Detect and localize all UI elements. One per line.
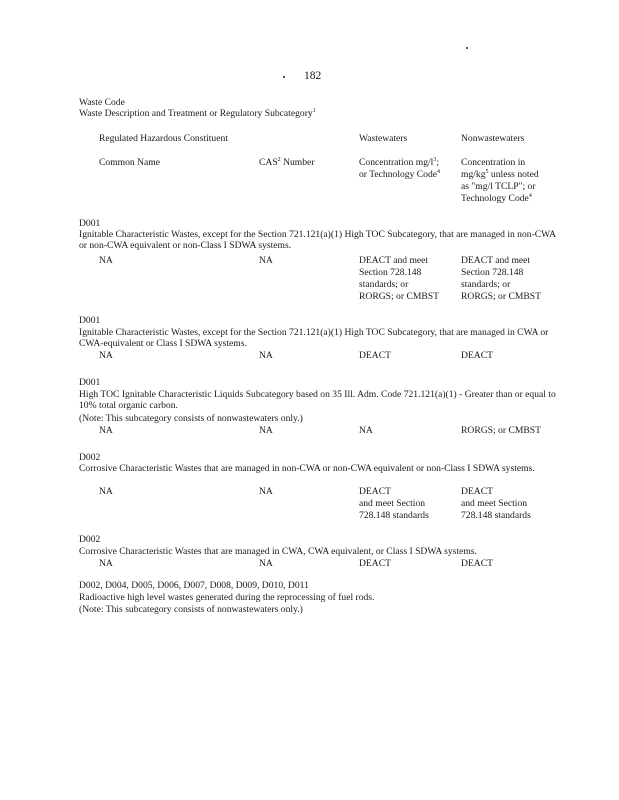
scan-speck xyxy=(283,76,285,78)
section-description: Corrosive Characteristic Wastes that are managed in CWA, CWA equivalent, or Class I SDWA systems. xyxy=(79,546,477,557)
header-regulated-constituent: Regulated Hazardous Constituent xyxy=(99,133,228,144)
legend-waste-code: Waste Code xyxy=(79,97,125,108)
row-nonwastewater-standard: RORGS; or CMBST xyxy=(461,425,541,436)
ww-header-line xyxy=(359,169,440,181)
section-waste-code: D002, D004, D005, D006, D007, D008, D009, D010, D011 xyxy=(79,580,309,591)
nww-line: 728.148 standards xyxy=(461,510,531,521)
row-wastewater-standard xyxy=(359,255,439,303)
page-number: 182 xyxy=(304,70,322,82)
row-nonwastewater-standard: DEACT xyxy=(461,350,493,361)
nww-line: and meet Section xyxy=(461,498,528,509)
nww-header-line: Concentration in xyxy=(461,157,526,168)
section-description: Ignitable Characteristic Wastes, except for the Section 721.121(a)(1) High TOC Subcategory, that are managed in non-CWA or non-CWA equivalent or non-Class I SDWA systems. xyxy=(79,229,556,252)
ww-concentration-label: Concentration mg/l xyxy=(359,157,434,168)
legend-waste-description xyxy=(79,108,316,119)
ww-line: DEACT and meet xyxy=(359,255,429,266)
row-wastewater-standard xyxy=(359,486,429,522)
header-wastewaters: Wastewaters xyxy=(359,133,408,144)
row-common-name: NA xyxy=(99,558,113,569)
section-description: Corrosive Characteristic Wastes that are managed in non-CWA or non-CWA equivalent or non-Class I SDWA systems. xyxy=(79,463,535,474)
section-waste-code: D001 xyxy=(79,218,101,229)
ww-line: standards; or xyxy=(359,279,409,290)
nww-header-line xyxy=(461,193,539,205)
ww-line: and meet Section xyxy=(359,498,426,509)
footnote-ref: 1 xyxy=(312,107,316,114)
footnote-ref: 2 xyxy=(277,156,281,163)
section-waste-code: D002 xyxy=(79,452,101,463)
row-common-name: NA xyxy=(99,486,113,497)
cas-label: CAS xyxy=(259,157,278,168)
section-description: High TOC Ignitable Characteristic Liquids Subcategory based on 35 Ill. Adm. Code 721.121(a)(1) - Greater than or equal to 10% total organic carbon. xyxy=(79,389,556,412)
header-ww-concentration xyxy=(359,157,440,181)
nww-line: DEACT and meet xyxy=(461,255,531,266)
nww-line: Section 728.148 xyxy=(461,267,524,278)
nww-line: standards; or xyxy=(461,279,511,290)
header-nww-concentration xyxy=(461,157,539,205)
ww-line: 728.148 standards xyxy=(359,510,429,521)
ww-line: DEACT xyxy=(359,486,391,497)
section-description: Radioactive high level wastes generated during the reprocessing of fuel rods. xyxy=(79,592,375,603)
row-nonwastewater-standard xyxy=(461,486,531,522)
section-note: (Note: This subcategory consists of nonwastewaters only.) xyxy=(79,604,303,615)
footnote-ref: 4 xyxy=(528,192,532,199)
header-nonwastewaters: Nonwastewaters xyxy=(461,133,525,144)
nww-units-label: mg/kg xyxy=(461,169,486,180)
row-nonwastewater-standard: DEACT xyxy=(461,558,493,569)
row-cas-number: NA xyxy=(259,486,273,497)
row-common-name: NA xyxy=(99,255,113,266)
nww-units-suffix: unless noted xyxy=(488,169,539,180)
ww-header-line xyxy=(359,157,440,169)
ww-line: Section 728.148 xyxy=(359,267,422,278)
row-common-name: NA xyxy=(99,425,113,436)
header-common-name: Common Name xyxy=(99,157,161,168)
row-cas-number: NA xyxy=(259,350,273,361)
row-wastewater-standard: DEACT xyxy=(359,350,391,361)
row-wastewater-standard: DEACT xyxy=(359,558,391,569)
ww-line: RORGS; or CMBST xyxy=(359,291,439,302)
section-waste-code: D001 xyxy=(79,315,101,326)
nww-header-line: as "mg/l TCLP"; or xyxy=(461,181,536,192)
legend-description-text: Waste Description and Treatment or Regulatory Subcategory xyxy=(79,108,313,119)
header-cas-number xyxy=(259,157,315,168)
row-nonwastewater-standard xyxy=(461,255,541,303)
footnote-ref: 3 xyxy=(433,156,437,163)
row-cas-number: NA xyxy=(259,255,273,266)
footnote-ref: 5 xyxy=(485,168,489,175)
section-description: Ignitable Characteristic Wastes, except for the Section 721.121(a)(1) High TOC Subcategory, that are managed in CWA or CWA-equivalent or Class I SDWA systems. xyxy=(79,327,549,350)
nww-header-line xyxy=(461,169,539,181)
nww-technology-label: Technology Code xyxy=(461,193,529,204)
cas-number-label: Number xyxy=(280,157,315,168)
ww-technology-label: or Technology Code xyxy=(359,169,438,180)
nww-line: RORGS; or CMBST xyxy=(461,291,541,302)
section-waste-code: D001 xyxy=(79,377,101,388)
section-waste-code: D002 xyxy=(79,534,101,545)
scan-speck xyxy=(466,47,468,49)
row-cas-number: NA xyxy=(259,558,273,569)
row-wastewater-standard: NA xyxy=(359,425,373,436)
row-cas-number: NA xyxy=(259,425,273,436)
section-note: (Note: This subcategory consists of nonwastewaters only.) xyxy=(79,413,303,424)
row-common-name: NA xyxy=(99,350,113,361)
nww-line: DEACT xyxy=(461,486,493,497)
footnote-ref: 4 xyxy=(437,168,441,175)
ww-separator: ; xyxy=(436,157,440,168)
